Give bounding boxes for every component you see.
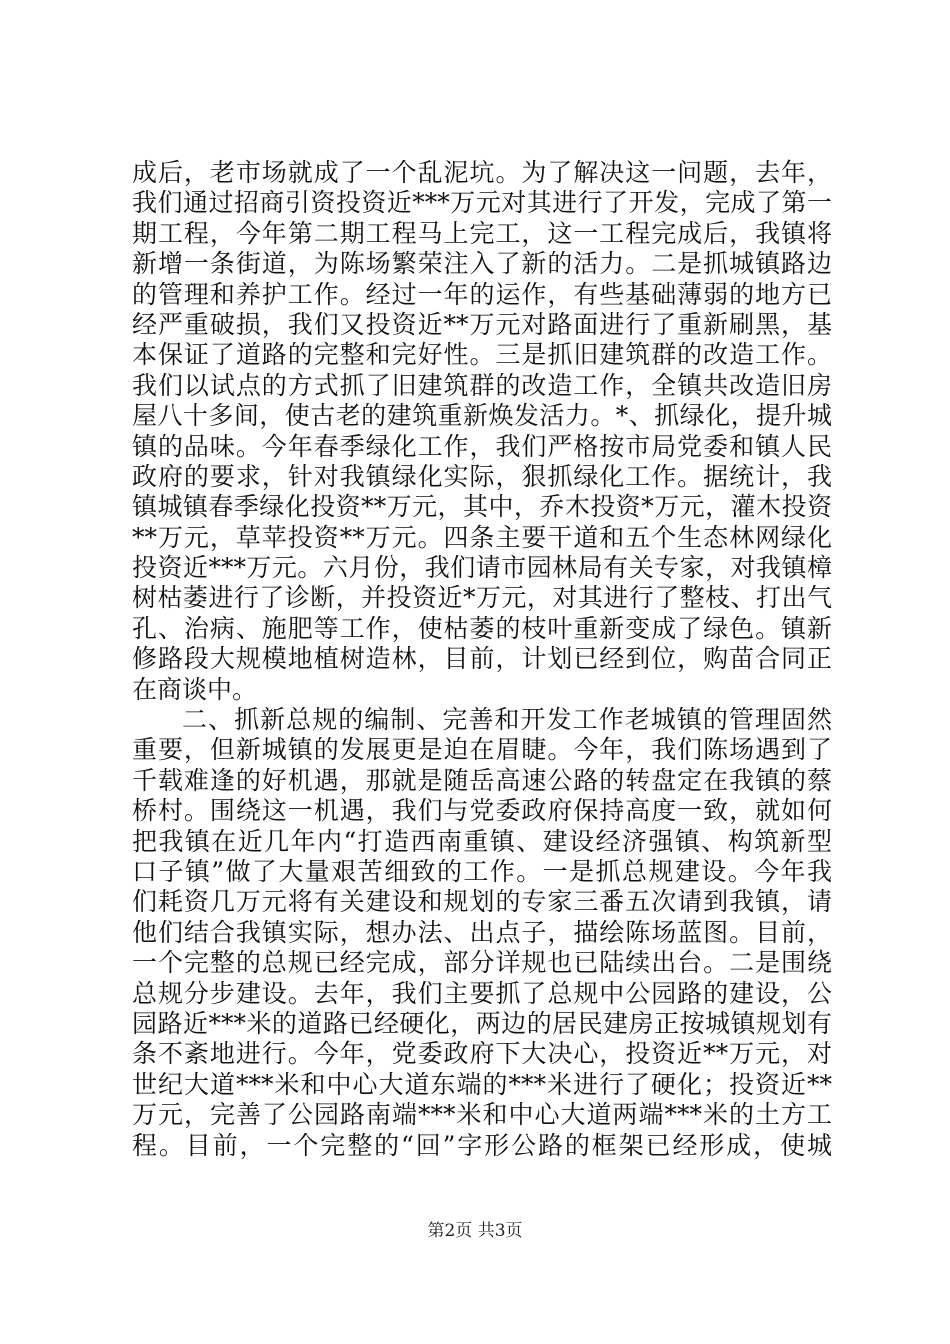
text-line: 重要，但新城镇的发展更是迫在眉睫。今年，我们陈场遇到了 [132,735,832,765]
text-line: 投资近***万元。六月份，我们请市园林局有关专家，对我镇樟 [132,553,832,583]
text-line: 一个完整的总规已经完成，部分详规也已陆续出台。二是围绕 [132,948,832,978]
text-line: 屋八十多间，使古老的建筑重新焕发活力。*、抓绿化，提升城 [132,401,832,431]
text-line: 在商谈中。 [132,674,258,704]
text-line: 修路段大规模地植树造林，目前，计划已经到位，购苗合同正 [132,644,832,674]
text-line: 镇的品味。今年春季绿化工作，我们严格按市局党委和镇人民 [132,431,832,461]
text-line: 千载难逢的好机遇，那就是随岳高速公路的转盘定在我镇的蔡 [132,765,832,795]
body-text [132,158,832,1161]
text-line: 万元，完善了公园路南端***米和中心大道两端***米的土方工 [132,1100,832,1130]
text-line: 们耗资几万元将有关建设和规划的专家三番五次请到我镇，请 [132,887,832,917]
text-line: 世纪大道***米和中心大道东端的***米进行了硬化；投资近** [132,1069,832,1099]
text-line: 园路近***米的道路已经硬化，两边的居民建房正按城镇规划有 [132,1008,832,1038]
text-line: 镇城镇春季绿化投资**万元，其中，乔木投资*万元，灌木投资 [132,492,832,522]
text-line: 他们结合我镇实际，想办法、出点子，描绘陈场蓝图。目前， [132,917,832,947]
text-line: 二、抓新总规的编制、完善和开发工作老城镇的管理固然 [182,705,832,735]
text-line: 成后，老市场就成了一个乱泥坑。为了解决这一问题，去年， [132,158,832,187]
text-line: 我们以试点的方式抓了旧建筑群的改造工作，全镇共改造旧房 [132,370,832,400]
text-line: 程。目前，一个完整的“回”字形公路的框架已经形成，使城 [132,1130,832,1160]
text-line: 条不紊地进行。今年，党委政府下大决心，投资近**万元，对 [132,1039,832,1069]
text-line: 孔、治病、施肥等工作，使枯萎的枝叶重新变成了绿色。镇新 [132,613,832,643]
text-line: 树枯萎进行了诊断，并投资近*万元，对其进行了整枝、打出气 [132,583,832,613]
text-line: 新增一条街道，为陈场繁荣注入了新的活力。二是抓城镇路边 [132,249,832,279]
text-line: **万元，草苹投资**万元。四条主要干道和五个生态林网绿化 [132,522,832,552]
text-line: 期工程，今年第二期工程马上完工，这一工程完成后，我镇将 [132,218,832,248]
text-line: 总规分步建设。去年，我们主要抓了总规中公园路的建设，公 [132,978,832,1008]
text-line: 经严重破损，我们又投资近**万元对路面进行了重新刷黑，基 [132,309,832,339]
page-number-footer: 第2页 共3页 [427,1221,523,1241]
text-line: 政府的要求，针对我镇绿化实际，狠抓绿化工作。据统计，我 [132,461,832,491]
text-line: 的管理和养护工作。经过一年的运作，有些基础薄弱的地方已 [132,279,832,309]
text-line: 把我镇在近几年内“打造西南重镇、建设经济强镇、构筑新型 [132,826,832,856]
text-line: 本保证了道路的完整和完好性。三是抓旧建筑群的改造工作。 [132,340,832,370]
text-line: 我们通过招商引资投资近***万元对其进行了开发，完成了第一 [132,188,832,218]
text-line: 桥村。围绕这一机遇，我们与党委政府保持高度一致，就如何 [132,796,832,826]
text-line: 口子镇”做了大量艰苦细致的工作。一是抓总规建设。今年我 [132,856,832,886]
